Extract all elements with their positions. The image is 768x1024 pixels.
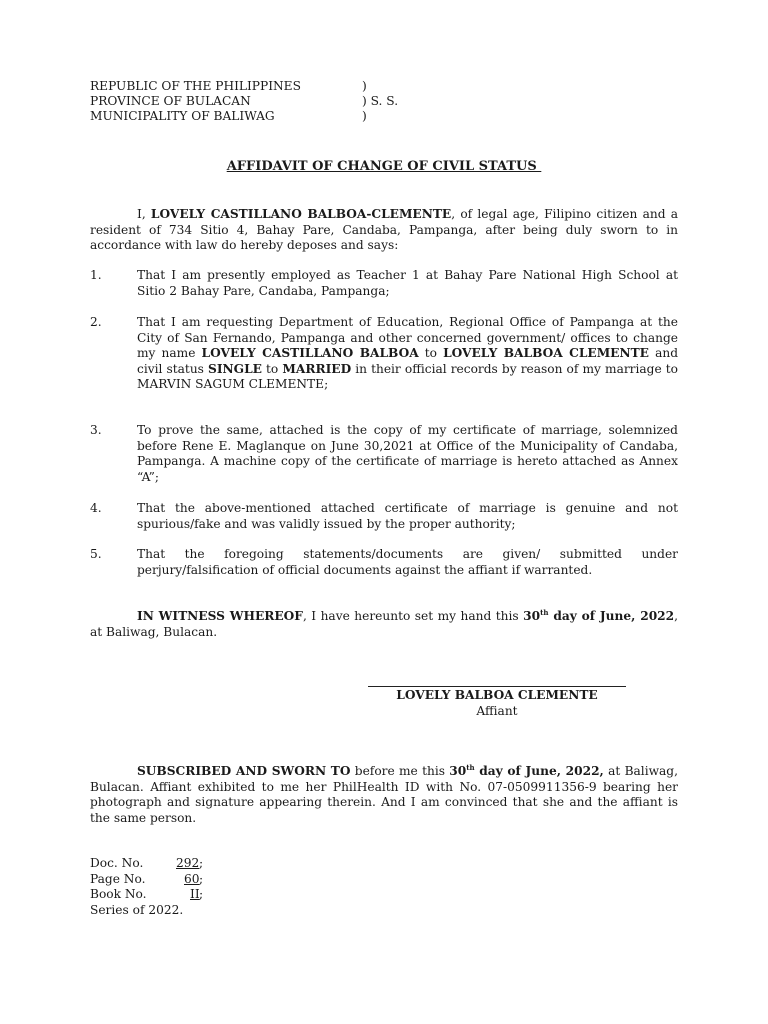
bold-text: LOVELY BALBOA CLEMENTE bbox=[443, 346, 649, 360]
bold-text: day of June, 2022 bbox=[548, 609, 675, 623]
item-text bbox=[137, 547, 678, 578]
item-number: 4. bbox=[90, 501, 102, 515]
bold-text: day of June, 2022, bbox=[474, 764, 604, 778]
venue-header bbox=[90, 79, 410, 124]
text-run: That I am presently employed as Teacher 1 at Bahay Pare National High School at Sitio 2 Bahay Pare, Candaba, Pampanga; bbox=[137, 268, 678, 298]
venue-bracket: ) bbox=[362, 109, 367, 123]
text-run: That the foregoing statements/documents are given/ submitted under perjury/falsification of official documents against the affiant if warranted. bbox=[137, 547, 678, 577]
bold-text: SINGLE bbox=[208, 361, 262, 376]
venue-country: REPUBLIC OF THE PHILIPPINES bbox=[90, 79, 301, 93]
venue-municipality: MUNICIPALITY OF BALIWAG bbox=[90, 109, 275, 123]
page-number: 60 bbox=[184, 871, 200, 886]
text-run: in their official records by reason of my marriage to MARVIN SAGUM CLEMENTE; bbox=[137, 361, 678, 391]
document-title bbox=[0, 159, 768, 175]
book-label: Book No. bbox=[90, 887, 147, 901]
text-run: I, bbox=[137, 207, 151, 221]
text-run: and civil status bbox=[137, 346, 678, 376]
text-run: to bbox=[418, 346, 444, 360]
bold-text: SUBSCRIBED AND SWORN TO bbox=[137, 764, 351, 778]
text-run: , of legal age, Filipino citizen and a resident of 734 Sitio 4, Bahay Pare, Candaba, Pampanga, after being duly sworn to in accordance with law do hereby deposes and says: bbox=[90, 207, 679, 252]
venue-bracket: ) bbox=[362, 79, 367, 93]
item-text bbox=[137, 423, 678, 485]
affiant-role: Affiant bbox=[476, 703, 518, 718]
text-run: at Baliwag, Bulacan. Affiant exhibited to me her PhilHealth ID with No. 07-0509911356-9 bearing her photograph and signature appearing therein. And I am convinced that she and the affiant is the same person. bbox=[90, 764, 678, 825]
venue-province: PROVINCE OF BULACAN bbox=[90, 94, 251, 108]
doc-label: Doc. No. bbox=[90, 856, 144, 870]
item-3 bbox=[90, 423, 678, 485]
item-number: 1. bbox=[90, 268, 102, 282]
intro-paragraph bbox=[90, 207, 678, 254]
bold-text: MARRIED bbox=[282, 361, 352, 376]
text-run: before me this bbox=[350, 764, 450, 778]
separator: ; bbox=[199, 887, 204, 901]
item-4 bbox=[90, 501, 678, 532]
title-text: AFFIDAVIT OF CHANGE OF CIVIL STATUS bbox=[226, 159, 542, 174]
text-run: to bbox=[261, 361, 283, 376]
witness-paragraph bbox=[90, 609, 678, 640]
text-run: That I am requesting Department of Education, Regional Office of Pampanga at the City of San Fernando, Pampanga and other concerned government/ offices to change my name bbox=[137, 315, 678, 360]
item-number: 2. bbox=[90, 315, 102, 329]
ordinal-suffix: th bbox=[466, 763, 475, 772]
bold-text: IN WITNESS WHEREOF bbox=[137, 609, 303, 623]
bold-text: LOVELY CASTILLANO BALBOA bbox=[201, 346, 419, 360]
page-label: Page No. bbox=[90, 871, 146, 886]
text-run: , at Baliwag, Bulacan. bbox=[90, 609, 679, 639]
venue-ss: ) S. S. bbox=[362, 94, 399, 108]
text-run: , I have hereunto set my hand this bbox=[302, 609, 524, 623]
signature-line bbox=[368, 686, 626, 687]
bold-text: 30 bbox=[449, 764, 467, 778]
text-run: That the above-mentioned attached certificate of marriage is genuine and not spurious/fake and was validly issued by the proper authority; bbox=[137, 501, 678, 531]
item-text bbox=[137, 268, 678, 299]
signature-block bbox=[368, 686, 626, 719]
item-text bbox=[137, 315, 678, 393]
separator: ; bbox=[199, 871, 204, 886]
jurat-paragraph bbox=[90, 764, 678, 826]
item-2 bbox=[90, 315, 678, 393]
notarial-register bbox=[90, 856, 204, 918]
bold-text: 30 bbox=[523, 609, 541, 623]
text-run: To prove the same, attached is the copy of my certificate of marriage, solemnized before Rene E. Maglanque on June 30,2021 at Office of the Municipality of Candaba, Pampanga. A machine copy of the certificate of marriage is hereto attached as Annex “A”; bbox=[137, 423, 678, 484]
ordinal-suffix: th bbox=[540, 608, 549, 617]
bold-text: LOVELY CASTILLANO BALBOA-CLEMENTE bbox=[150, 207, 452, 221]
item-number: 3. bbox=[90, 423, 102, 437]
series: Series of 2022. bbox=[90, 902, 184, 917]
separator: ; bbox=[199, 856, 204, 870]
affiant-name: LOVELY BALBOA CLEMENTE bbox=[396, 688, 598, 702]
item-number: 5. bbox=[90, 547, 102, 561]
doc-number: 292 bbox=[176, 856, 200, 870]
item-1 bbox=[90, 268, 678, 299]
item-5 bbox=[90, 547, 678, 578]
item-text bbox=[137, 501, 678, 532]
book-number: II bbox=[190, 887, 200, 901]
